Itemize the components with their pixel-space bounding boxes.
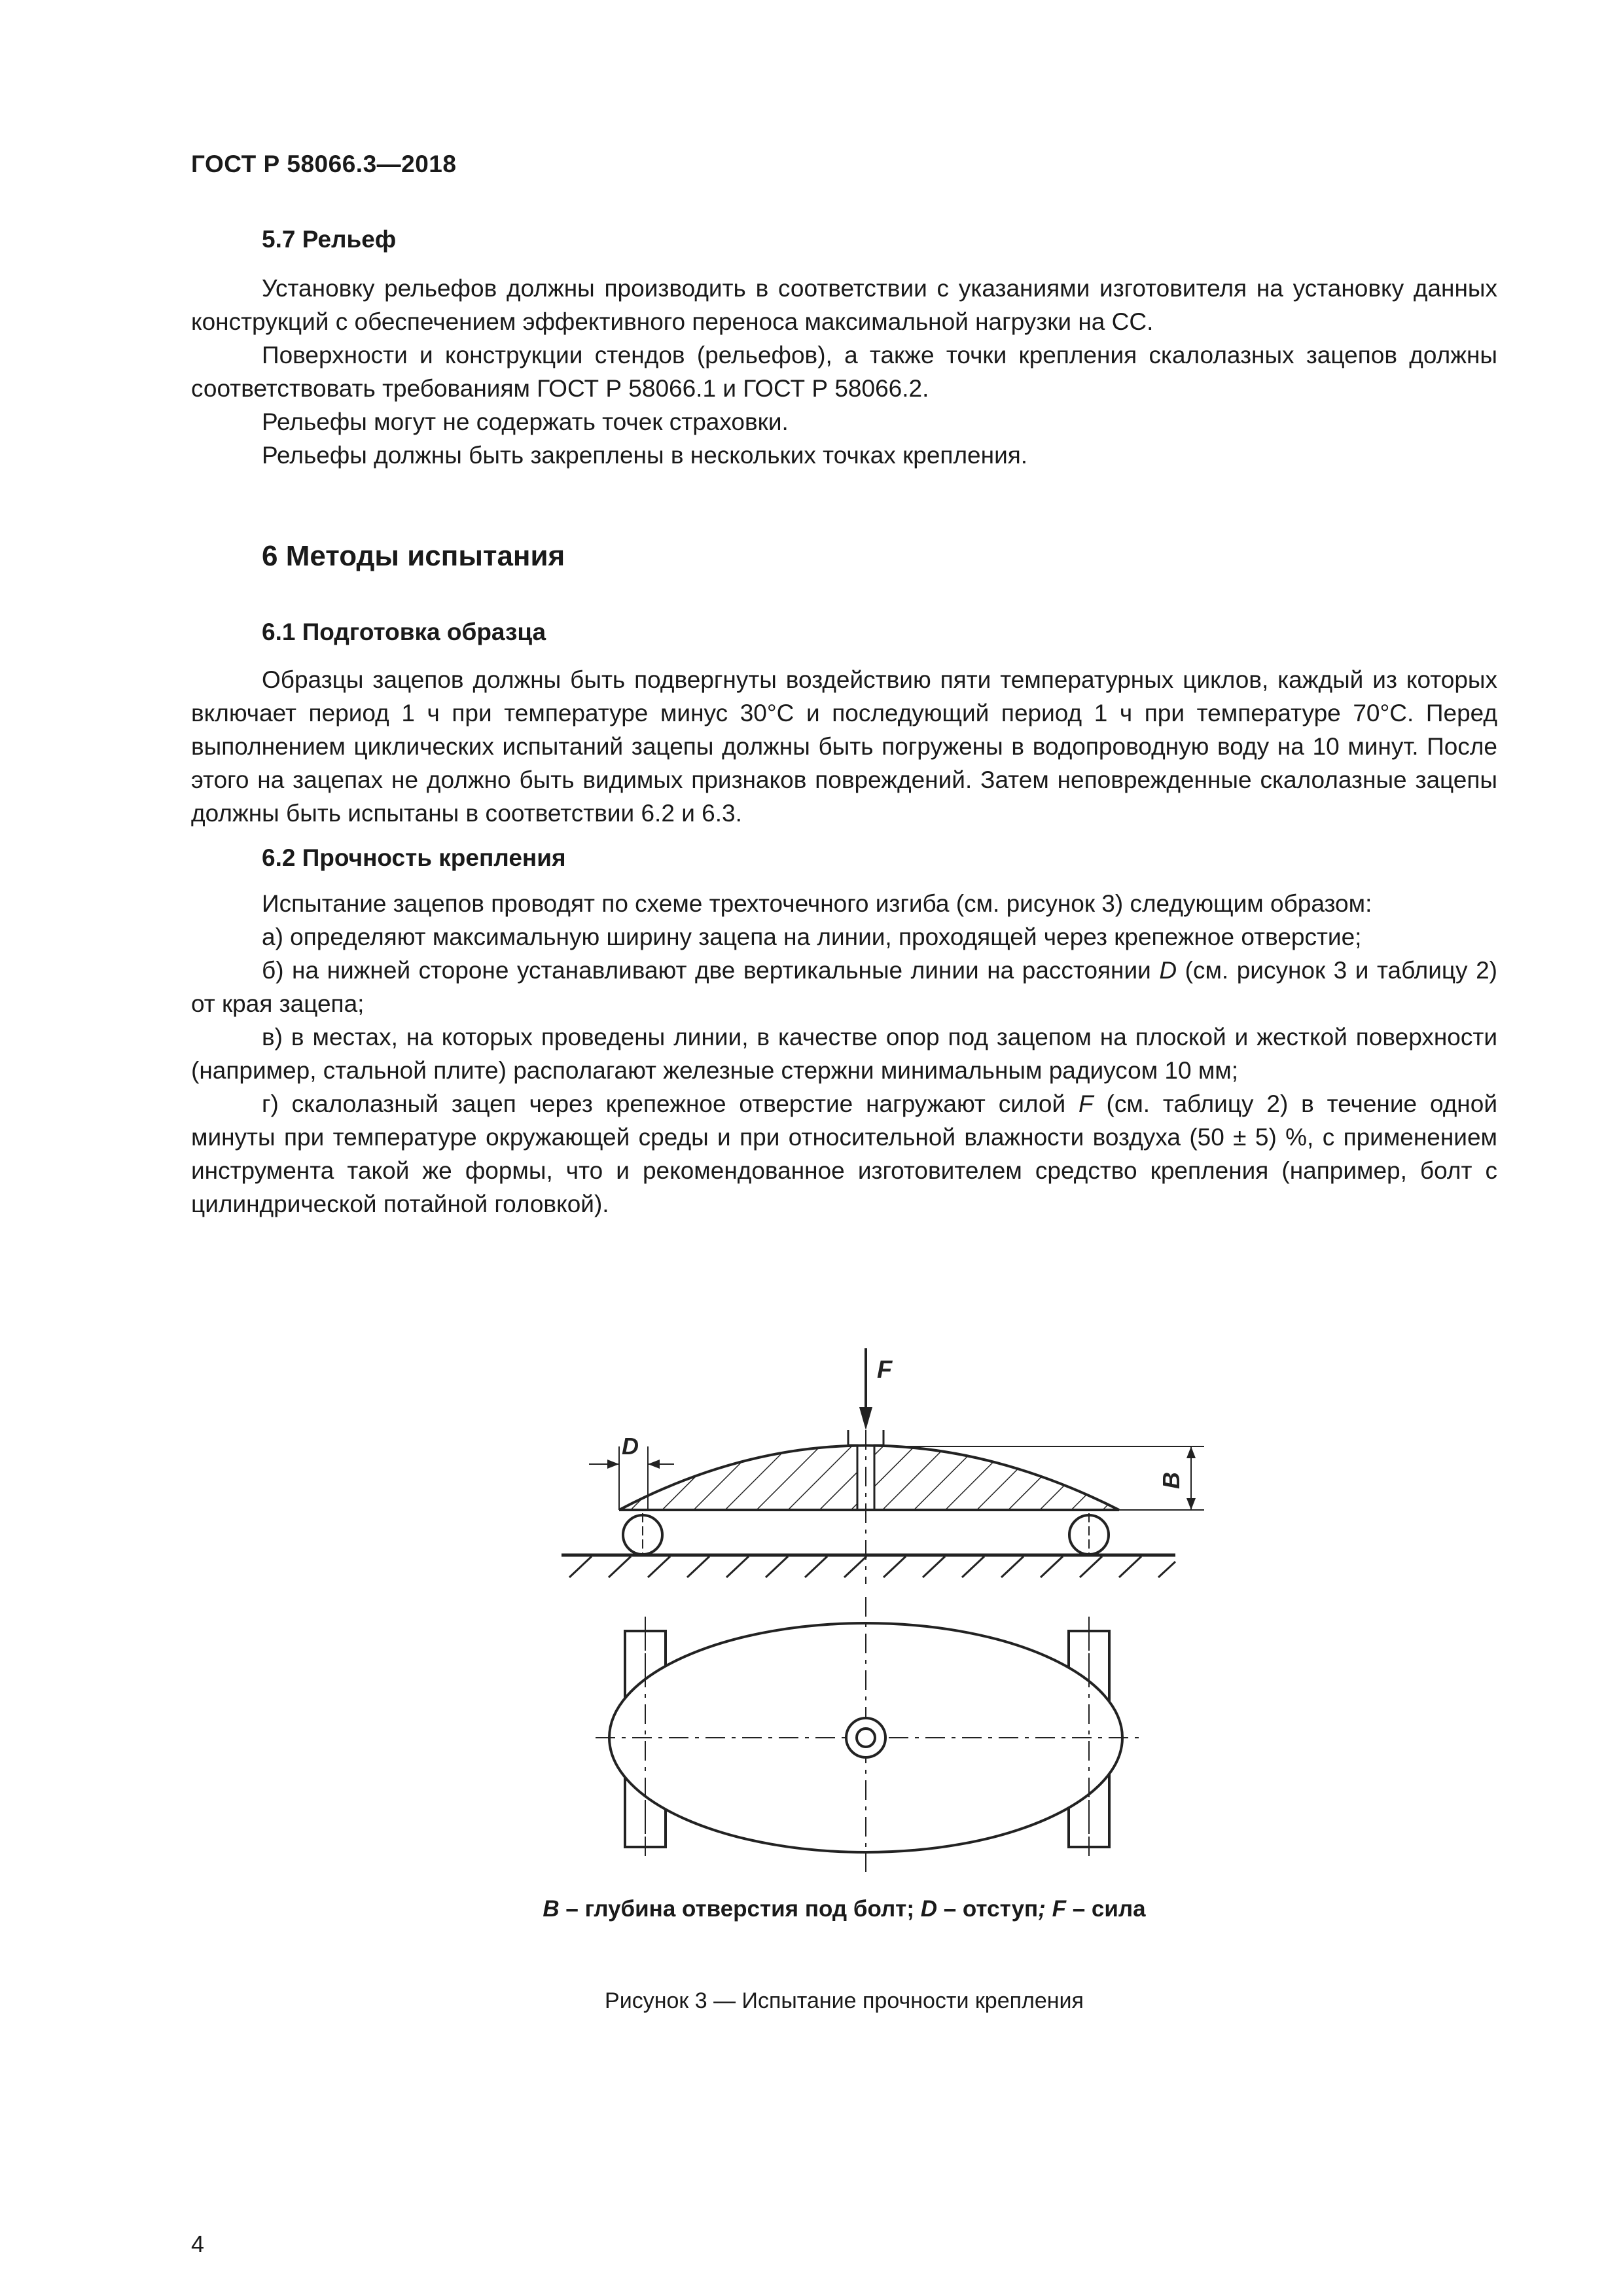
- section-5-7-title: 5.7 Рельеф: [262, 226, 397, 253]
- steel-plate-ground: [562, 1555, 1175, 1577]
- section-5-7-paragraph-4: Рельефы должны быть закреплены в нескольких точках крепления.: [262, 442, 1028, 469]
- bolt-hole-top-view: [846, 1718, 885, 1757]
- page-number: 4: [191, 2231, 205, 2257]
- figure-caption: Рисунок 3 — Испытание прочности крепления: [605, 1988, 1084, 2013]
- section-6-2-item-g: г) скалолазный зацеп через крепежное отверстие нагружают силой F (см. таблицу 2) в течение одной минуты при температуре окружающей среды и при относительной влажности воздуха (50 ± 5) %, с применением инструмента такой же формы, что и рекомендованное изготовителем средство крепления (например, болт с цилиндрической потайной головкой).: [191, 1090, 1497, 1217]
- section-6-2-item-a: а) определяют максимальную ширину зацепа на линии, проходящей через крепежное отверстие;: [262, 924, 1362, 950]
- section-6-2-title: 6.2 Прочность крепления: [262, 844, 566, 871]
- section-6-1-title: 6.1 Подготовка образца: [262, 619, 546, 645]
- section-5-7-paragraph-2: Поверхности и конструкции стендов (рельефов), а также точки крепления скалолазных зацепов должны соответствовать требованиям ГОСТ Р 58066.1 и ГОСТ Р 58066.2.: [191, 342, 1497, 402]
- climbing-hold-section: [619, 1427, 1119, 1584]
- document-header-code: ГОСТ Р 58066.3—2018: [191, 151, 457, 177]
- label-b: B: [1158, 1472, 1185, 1489]
- section-6-2-intro: Испытание зацепов проводят по схеме трехточечного изгиба (см. рисунок 3) следующим образом:: [262, 890, 1372, 917]
- section-6-2-item-b: б) на нижней стороне устанавливают две вертикальные линии на расстоянии D (см. рисунок 3 и таблицу 2) от края зацепа;: [191, 957, 1497, 1017]
- section-5-7-paragraph-1: Установку рельефов должны производить в соответствии с указаниями изготовителя на установку данных конструкций с обеспечением эффективного переноса максимальной нагрузки на СС.: [191, 275, 1497, 335]
- support-rod-left: [623, 1513, 662, 1556]
- section-5-7-paragraph-3: Рельефы могут не содержать точек страховки.: [262, 408, 789, 435]
- force-arrow: [859, 1348, 872, 1430]
- label-d: D: [622, 1433, 639, 1460]
- support-rod-right: [1069, 1513, 1109, 1556]
- section-6-title: 6 Методы испытания: [262, 540, 565, 572]
- label-f: F: [877, 1356, 893, 1384]
- figure-legend: B – глубина отверстия под болт; D – отступ; F – сила: [543, 1896, 1146, 1922]
- section-6-1-paragraph: Образцы зацепов должны быть подвергнуты воздействию пяти температурных циклов, каждый из которых включает период 1 ч при температуре минус 30°С и последующий период 1 ч при температуре 70°С. Перед выполнением циклических испытаний зацепы должны быть погружены в водопроводную воду на 10 минут. После этого на зацепах не должно быть видимых признаков повреждений. Затем неповрежденные скалолазные зацепы должны быть испытаны в соответствии 6.2 и 6.3.: [191, 666, 1497, 827]
- section-6-2-item-v: в) в местах, на которых проведены линии, в качестве опор под зацепом на плоской и жесткой поверхности (например, стальной плите) располагают железные стержни минимальным радиусом 10 мм;: [191, 1024, 1497, 1084]
